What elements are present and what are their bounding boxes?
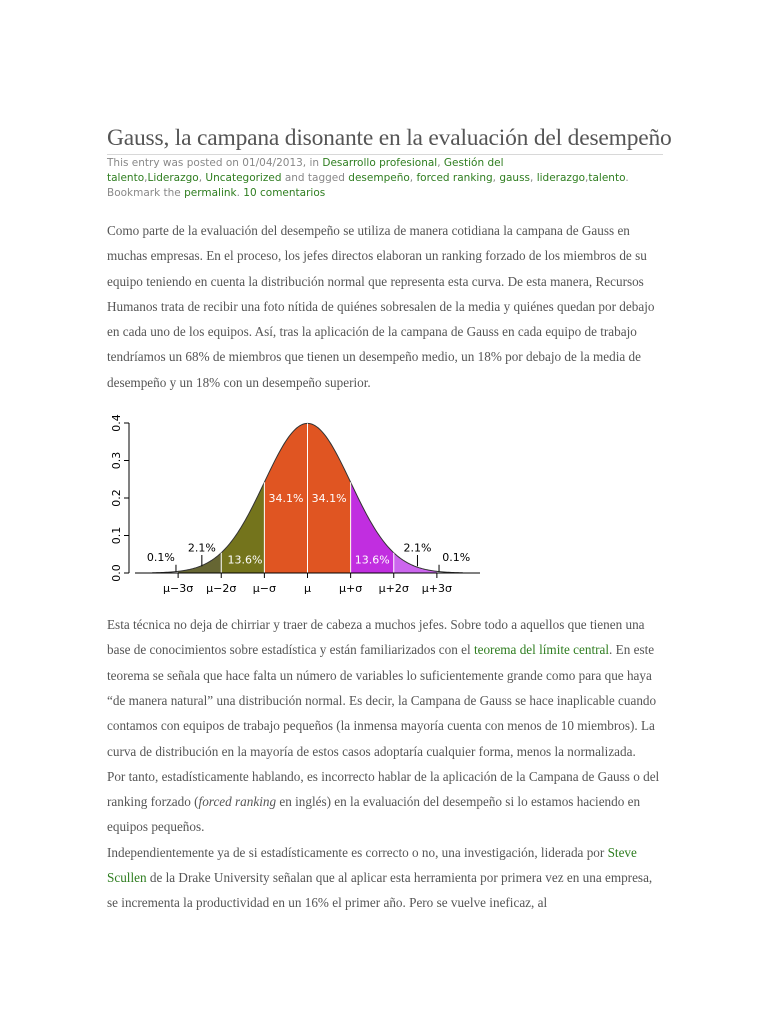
y-tick-label: 0.1 <box>110 526 123 545</box>
teorema-link[interactable]: teorema del límite central <box>473 642 610 658</box>
gauss-chart <box>107 413 663 603</box>
post <box>107 124 672 916</box>
paragraph-conclusion-text-a: Por tanto, estadísticamente hablando, es incorrecto hablar de la aplicación de la Campana de Gauss o del ranking forzado ( <box>107 768 660 810</box>
paragraph-technique <box>107 612 663 916</box>
forced-ranking-emphasis: forced ranking <box>198 794 277 810</box>
x-tick-label: μ+2σ <box>378 582 409 596</box>
paragraph-research-text-b: de la Drake University señalan que al aplicar esta herramienta por primera vez en una empresa, se incrementa la productividad en un 16% el primer año. Pero se vuelve ineficaz, al <box>107 870 653 911</box>
x-tick-label: μ−3σ <box>163 582 194 596</box>
region-label: 13.6% <box>354 553 390 567</box>
y-tick-label: 0.2 <box>110 489 123 507</box>
category-link-uncategorized[interactable]: Uncategorized <box>205 172 282 184</box>
region-label: 34.1% <box>311 491 347 505</box>
region-label: 2.1% <box>187 541 216 555</box>
category-link-gestion-cont[interactable]: talento <box>107 172 145 184</box>
permalink-link[interactable]: permalink <box>184 187 237 199</box>
paragraph-technique-text-b: . En este teorema se señala que hace falta un número de variables lo suficientemente grande como para que haya “de manera natural” una distribución normal. Es decir, la Campana de Gauss se hace inaplicable cuando contamos con equipos de trabajo pequeños (la inmensa mayoría cuenta con menos de 10 miembros). La curva de distribución en la mayoría de estos casos adoptaría cualquier forma, menos la normalizada. <box>107 642 657 759</box>
meta-separator: , <box>198 172 206 184</box>
y-tick-label: 0.0 <box>110 564 123 582</box>
paragraph-intro: Como parte de la evaluación del desempeño se utiliza de manera cotidiana la campana de Gauss en muchas empresas. En el proceso, los jefes directos elaboran un ranking forzado de los miembros de su equipo teniendo en cuenta la distribución normal que representa esta curva. De esta manera, Recursos Humanos trata de recibir una foto nítida de quiénes sobresalen de la media y quiénes quedan por debajo en cada uno de los equipos. Así, tras la aplicación de la campana de Gauss en cada equipo de trabajo tendríamos un 68% de miembros que tienen un desempeño medio, un 18% por debajo de la media de desempeño y un 18% con un desempeño superior. <box>107 223 655 390</box>
tag-link-talento[interactable]: talento <box>588 172 626 184</box>
x-tick-label: μ <box>304 582 311 596</box>
paragraph-technique-text-a: Esta técnica no deja de chirriar y traer de cabeza a muchos jefes. Sobre todo a aquellos que tienen una base de conocimientos sobre estadística y están familiarizados con el <box>107 617 645 658</box>
paragraph-conclusion-text-b: en inglés) en la evaluación del desempeño si lo estamos haciendo en equipos pequeños. <box>107 794 641 835</box>
bookmark-text: Bookmark the <box>107 187 185 199</box>
post-title: Gauss, la campana disonante en la evaluación del desempeño <box>107 124 663 155</box>
category-link-liderazgo[interactable]: Liderazgo <box>147 172 199 184</box>
y-tick-label: 0.4 <box>110 414 123 432</box>
post-meta: This entry was posted on 01/04/2013, in Desarrollo profesional, Gestión del talento,Liderazgo, Uncategorized and tagged desempeño, forced ranking, gauss, liderazgo,talento. Bookmark the permalink. 10 comentarios <box>107 157 629 199</box>
tag-link-liderazgo[interactable]: liderazgo <box>536 172 586 184</box>
x-tick-label: μ−σ <box>252 582 276 596</box>
tagged-text: and tagged <box>281 172 349 184</box>
meta-separator: , <box>437 157 444 169</box>
tail-label-left: 0.1% <box>146 551 175 565</box>
gauss-chart-svg <box>107 413 487 603</box>
region-label: 13.6% <box>227 553 263 567</box>
steve-scullen-link[interactable]: Steve Scullen <box>107 844 637 886</box>
x-tick-label: μ+σ <box>339 582 363 596</box>
category-link-desarrollo[interactable]: Desarrollo profesional <box>322 157 438 169</box>
comments-link[interactable]: 10 comentarios <box>243 187 326 199</box>
paragraph-research-text-a: Independientemente ya de si estadísticamente es correcto o no, una investigación, liderada por <box>107 844 608 860</box>
x-tick-label: μ+3σ <box>421 582 452 596</box>
y-tick-label: 0.3 <box>110 451 123 470</box>
posted-date-text: This entry was posted on 01/04/2013, in <box>107 157 323 169</box>
category-link-gestion[interactable]: Gestión del <box>443 157 504 169</box>
region-label: 2.1% <box>403 541 432 555</box>
region-label: 34.1% <box>268 491 304 505</box>
tag-link-gauss[interactable]: gauss <box>499 172 531 184</box>
tag-link-desempeno[interactable]: desempeño <box>348 172 410 184</box>
tag-link-forced-ranking[interactable]: forced ranking <box>416 172 493 184</box>
x-tick-label: μ−2σ <box>206 582 237 596</box>
tail-label-right: 0.1% <box>442 551 471 565</box>
